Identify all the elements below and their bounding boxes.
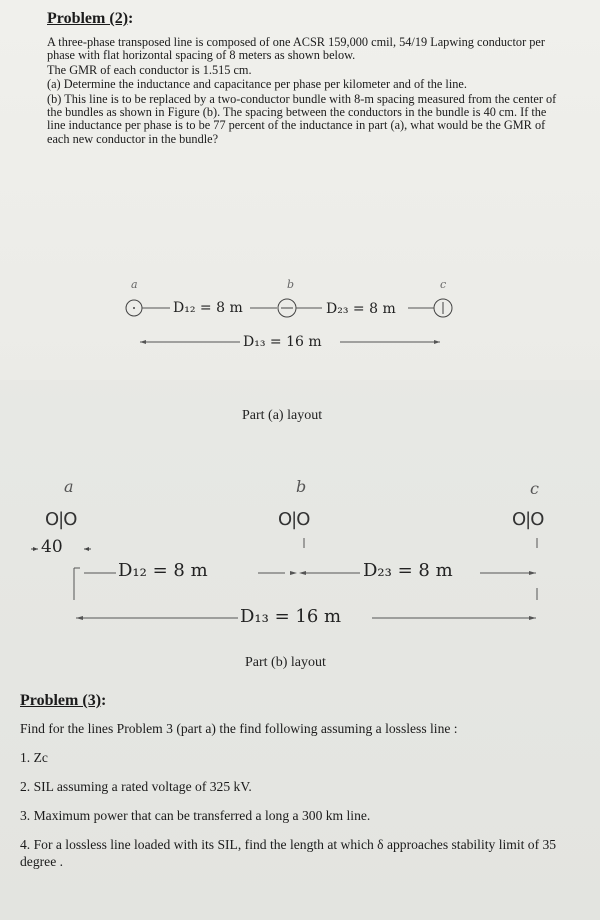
fig-a-label-a: a — [131, 278, 138, 291]
fig-a-d13-left-arrowhead — [140, 340, 146, 344]
fig-b-label-b: b — [296, 477, 307, 496]
problem2-part-a: (a) Determine the inductance and capacitance per phase per kilometer and of the line. — [47, 77, 467, 92]
problem3-title-colon: : — [101, 692, 107, 709]
problem2-paragraph-2: The GMR of each conductor is 1.515 cm. — [47, 62, 252, 77]
fig-b-d13-left-arrowhead — [76, 616, 83, 620]
problem2-heading — [47, 10, 557, 28]
problem3-item-1: 1. Zc — [20, 750, 48, 765]
problem3-item-4: 4. For a lossless line loaded with its SIL, find the length at which δ approaches stability limit of 35 degree . — [20, 837, 557, 869]
fig-a-label-b: b — [287, 278, 295, 291]
fig-a-label-c: c — [440, 278, 447, 291]
fig-a-d23-label: D₂₃ = 8 m — [326, 301, 396, 317]
problem3-section — [20, 692, 580, 870]
problem2-title-colon: : — [128, 10, 134, 27]
fig-a-d12-label: D₁₂ = 8 m — [173, 300, 243, 316]
fig-a-d13-label: D₁₃ = 16 m — [243, 334, 322, 350]
problem3-title: Problem (3) — [20, 692, 102, 709]
fig-a-d13-right-arrowhead — [434, 340, 440, 344]
fig-b-d12-arrowhead — [290, 571, 297, 575]
fig-b-bundle-a: O|O — [45, 509, 77, 530]
fig-b-label-a: a — [64, 477, 74, 496]
problem3-item-2: 2. SIL assuming a rated voltage of 325 kV. — [20, 779, 252, 794]
fig-b-d12-label: D₁₂ = 8 m — [118, 560, 208, 581]
fig-b-forty-right-arrowhead — [84, 547, 89, 551]
problem2-paragraph-1: A three-phase transposed line is composed of one ACSR 159,000 cmil, 54/19 Lapwing conductor per phase with flat horizontal spacing of 8 meters as shown below. — [47, 35, 545, 63]
fig-b-bundle-spacing-label: 40 — [41, 537, 63, 557]
fig-b-caption: Part (b) layout — [245, 655, 326, 670]
fig-b-label-c: c — [530, 479, 539, 498]
fig-b-forty-left-arrowhead — [33, 547, 38, 551]
fig-b-d13-right-arrowhead — [529, 616, 536, 620]
fig-b-d13-label: D₁₃ = 16 m — [240, 606, 342, 627]
fig-a-caption: Part (a) layout — [242, 408, 323, 423]
figure-b — [20, 470, 590, 670]
problem2-title: Problem (2) — [47, 10, 129, 27]
problem3-intro: Find for the lines Problem 3 (part a) the find following assuming a lossless line : — [20, 721, 458, 736]
problem2-section — [47, 10, 557, 147]
fig-a-conductor-a-center — [133, 307, 135, 309]
problem2-part-b: (b) This line is to be replaced by a two-conductor bundle with 8-m spacing measured from the center of the bundles as shown in Figure (b). The spacing between the conductors in the bundle is 40 cm. If the line inductance per phase is to be 77 percent of the inductance in part (a), what would be the GMR of each new conductor in the bundle? — [47, 91, 557, 146]
fig-b-bundle-c: O|O — [512, 509, 544, 530]
problem3-item-3: 3. Maximum power that can be transferred a long a 300 km line. — [20, 808, 371, 823]
fig-b-d23-arrowhead-left — [299, 571, 306, 575]
figure-a — [100, 278, 500, 423]
fig-b-d23-label: D₂₃ = 8 m — [363, 560, 453, 581]
problem3-heading — [20, 692, 580, 710]
fig-b-bundle-b: O|O — [278, 509, 310, 530]
fig-b-d23-arrowhead-right — [529, 571, 536, 575]
